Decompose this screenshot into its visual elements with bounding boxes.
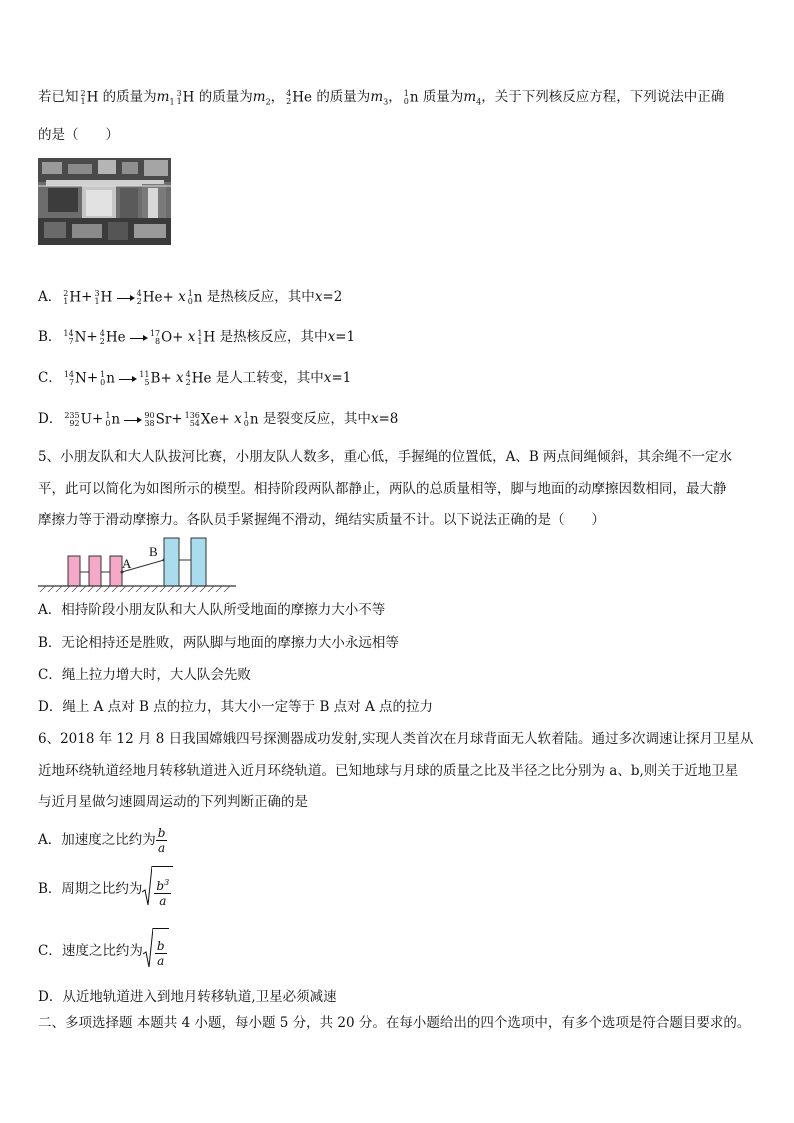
q6-option-c[interactable] xyxy=(38,928,169,975)
q4-m2-sub: 2 xyxy=(265,97,271,107)
isotope: 1 0 xyxy=(100,369,106,387)
q6-option-d[interactable]: D．从近地轨道进入到地月转移轨道,卫星必须减速 xyxy=(38,989,337,1005)
exponent: 3 xyxy=(164,877,170,887)
q4-m2: m xyxy=(252,89,266,105)
kid-block-3 xyxy=(110,556,122,586)
option-var: x xyxy=(370,411,379,427)
isotope: 4 2 xyxy=(136,288,142,306)
fraction-den: a xyxy=(158,841,166,855)
option-var: x xyxy=(327,329,336,345)
eq-coefficient: x xyxy=(234,411,242,427)
isotope: 17 8 xyxy=(149,328,161,346)
q4-m4: m xyxy=(463,89,477,105)
option-text: B．周期之比约为 xyxy=(38,881,143,897)
fraction-den: a xyxy=(159,893,167,908)
eq-symbol: H xyxy=(100,289,113,306)
eq-symbol: B+ xyxy=(150,370,172,387)
sqrt xyxy=(142,866,173,913)
isotope: 14 7 xyxy=(63,369,75,387)
fraction-num: b xyxy=(156,939,165,953)
eq-coefficient: x xyxy=(175,370,184,386)
tug-of-war-diagram xyxy=(38,534,238,594)
lab-photo-graphic xyxy=(38,158,171,245)
option-label: C． xyxy=(38,370,62,386)
option-text: 是裂变反应，其中 xyxy=(262,411,371,427)
q5-option-c[interactable]: C．绳上拉力增大时，大人队会先败 xyxy=(38,667,251,683)
fusion-lab-photo xyxy=(38,158,171,245)
q4-m1: m xyxy=(156,89,170,105)
q4-symbol-n: n xyxy=(409,89,419,106)
isotope: 4 2 xyxy=(99,328,105,346)
q5-option-b[interactable]: B．无论相持还是胜败，两队脚与地面的摩擦力大小永远相等 xyxy=(38,635,399,651)
isotope: 136 54 xyxy=(184,410,200,428)
option-text: 是热核反应，其中 xyxy=(206,289,315,305)
q4-option-a[interactable]: A． 2 1 H+ 3 1 H 4 2 He+ x 1 0 n 是热核反应，其中x=2 xyxy=(38,288,343,306)
eq-symbol: n xyxy=(111,411,121,428)
eq-symbol: n xyxy=(193,289,203,306)
q4-option-b[interactable]: B． 14 7 N+ 4 2 He 17 8 O+ x 1 1 H 是热核反应，其中x=1 xyxy=(38,328,356,346)
eq-symbol: He xyxy=(105,329,126,346)
eq-symbol: H xyxy=(203,329,216,346)
isotope: 235 92 xyxy=(64,410,80,428)
q4-stem-text: 的质量为 xyxy=(316,89,371,105)
isotope-h3: 3 1 xyxy=(176,88,182,106)
q5-option-a[interactable]: A．相持阶段小朋友队和大人队所受地面的摩擦力大小不等 xyxy=(38,602,386,618)
q5-option-d[interactable]: D．绳上 A 点对 B 点的拉力，其大小一定等于 B 点对 A 点的拉力 xyxy=(38,699,433,715)
isotope: 4 2 xyxy=(185,369,191,387)
option-val: =1 xyxy=(335,329,356,345)
eq-symbol: n xyxy=(106,370,115,387)
isotope-h2: 2 1 xyxy=(80,88,86,106)
fraction-num: $b^3$ xyxy=(156,877,170,893)
isotope: 3 1 xyxy=(94,288,100,306)
isotope: 2 1 xyxy=(63,288,69,306)
eq-symbol: Xe+ xyxy=(200,411,230,428)
adult-block-2 xyxy=(191,538,206,586)
sqrt-radical-icon xyxy=(143,928,153,968)
kid-block-1 xyxy=(68,556,80,586)
adult-block-1 xyxy=(164,538,179,586)
q4-option-d[interactable]: D． 235 92 U+ 1 0 n 90 38 Sr+ 136 54 Xe+ x 1 0 n 是裂变反应，其中x=8 xyxy=(38,410,399,428)
q4-symbol-h2: H xyxy=(86,89,99,106)
option-text: 是热核反应，其中 xyxy=(219,329,328,345)
q4-stem-text: 质量为 xyxy=(422,89,464,105)
eq-coefficient: x xyxy=(178,289,186,305)
fraction xyxy=(156,826,168,855)
q6-stem-line3: 与近月星做匀速圆周运动的下列判断正确的是 xyxy=(38,794,308,810)
option-val: =8 xyxy=(378,411,399,427)
option-val: =1 xyxy=(331,370,352,386)
kid-block-2 xyxy=(89,556,101,586)
isotope: 11 5 xyxy=(139,369,150,387)
option-var: x xyxy=(323,370,332,386)
section-2-heading: 二、多项选择题 本题共 4 小题，每小题 5 分，共 20 分。在每小题给出的四个选项中，有多个选项是符合题目要求的。 xyxy=(38,1015,751,1031)
ground-hatch xyxy=(40,586,230,592)
q4-m4-sub: 4 xyxy=(476,97,482,107)
isotope: 1 0 xyxy=(243,410,249,428)
q4-stem-line2: 的是（ ） xyxy=(38,127,119,143)
isotope-he4: 4 2 xyxy=(286,88,292,106)
eq-symbol: O+ xyxy=(161,329,184,346)
label-b: B xyxy=(149,544,158,559)
q4-m1-sub: 1 xyxy=(169,97,175,107)
option-label: D． xyxy=(38,411,63,427)
eq-symbol: N xyxy=(75,370,87,387)
q4-symbol-he: He xyxy=(292,89,313,106)
option-label: B． xyxy=(38,329,62,345)
option-var: x xyxy=(314,289,323,305)
option-val: =2 xyxy=(322,289,343,305)
label-a: A xyxy=(122,556,132,571)
q4-stem-text: ，关于下列核反应方程，下列说法中正确 xyxy=(481,89,725,105)
eq-symbol: Sr xyxy=(155,411,172,428)
q4-stem-text: 的质量为 xyxy=(102,89,157,105)
isotope-n: 1 0 xyxy=(403,88,409,106)
q4-stem-line1: 若已知 2 1 H 的质量为$m_1$ 3 1 H 的质量为$m_2$， 4 2 He 的质量为$m_3$， 1 0 n 质量为$m_4$，关于下列核反应方程，下列说法中正确 xyxy=(38,88,725,107)
option-text: A．加速度之比约为 xyxy=(38,832,156,848)
eq-coefficient: x xyxy=(187,329,196,345)
isotope: 90 38 xyxy=(144,410,155,428)
sqrt-radical-icon xyxy=(142,866,152,906)
eq-symbol: N xyxy=(74,329,87,346)
fraction xyxy=(155,939,167,968)
q4-stem-text: 的质量为 xyxy=(198,89,253,105)
eq-symbol: n xyxy=(249,411,259,428)
q4-m3-sub: 3 xyxy=(383,97,389,107)
fraction xyxy=(154,876,171,908)
q4-stem-text: 若已知 xyxy=(38,89,79,105)
isotope: 14 7 xyxy=(63,328,74,346)
q4-symbol-h3: H xyxy=(182,89,195,106)
q4-option-c[interactable]: C． 14 7 N+ 1 0 n 11 5 B+ x 4 2 He 是人工转变，其中x=1 xyxy=(38,369,352,387)
eq-symbol: He xyxy=(191,370,212,387)
q4-m3: m xyxy=(370,89,384,105)
q5-stem-line1: 5、小朋友队和大人队拔河比赛，小朋友队人数多，重心低，手握绳的位置低，A、B 两点间绳倾斜，其余绳不一定水 xyxy=(38,449,733,465)
eq-symbol: He+ xyxy=(142,289,174,306)
isotope: 1 1 xyxy=(197,328,203,346)
q6-stem-line1: 6、2018 年 12 月 8 日我国嫦娥四号探测器成功发射,实现人类首次在月球背面无人软着陆。通过多次调速让探月卫星从 xyxy=(38,731,754,747)
eq-symbol: H xyxy=(69,289,82,306)
q6-stem-line2: 近地环绕轨道经地月转移轨道进入近月环绕轨道。已知地球与月球的质量之比及半径之比分别为 a、b,则关于近地卫星 xyxy=(38,763,739,779)
option-text: 是人工转变，其中 xyxy=(215,370,324,386)
q6-option-a[interactable] xyxy=(38,822,167,858)
option-label: A． xyxy=(38,289,62,305)
eq-symbol: U xyxy=(80,411,92,428)
isotope: 1 0 xyxy=(105,410,111,428)
fraction-den: a xyxy=(157,954,165,968)
q5-stem-line3: 摩擦力等于滑动摩擦力。各队员手紧握绳不滑动，绳结实质量不计。以下说法正确的是（ ） xyxy=(38,512,605,528)
option-text: C．速度之比约为 xyxy=(38,943,143,959)
isotope: 1 0 xyxy=(187,288,193,306)
q5-stem-line2: 平，此可以简化为如图所示的模型。相持阶段两队都静止，两队的总质量相等，脚与地面的动摩擦因数相同，最大静 xyxy=(38,481,727,497)
q6-option-b[interactable] xyxy=(38,866,173,913)
fraction-num: b xyxy=(157,826,166,840)
sqrt xyxy=(143,928,169,975)
